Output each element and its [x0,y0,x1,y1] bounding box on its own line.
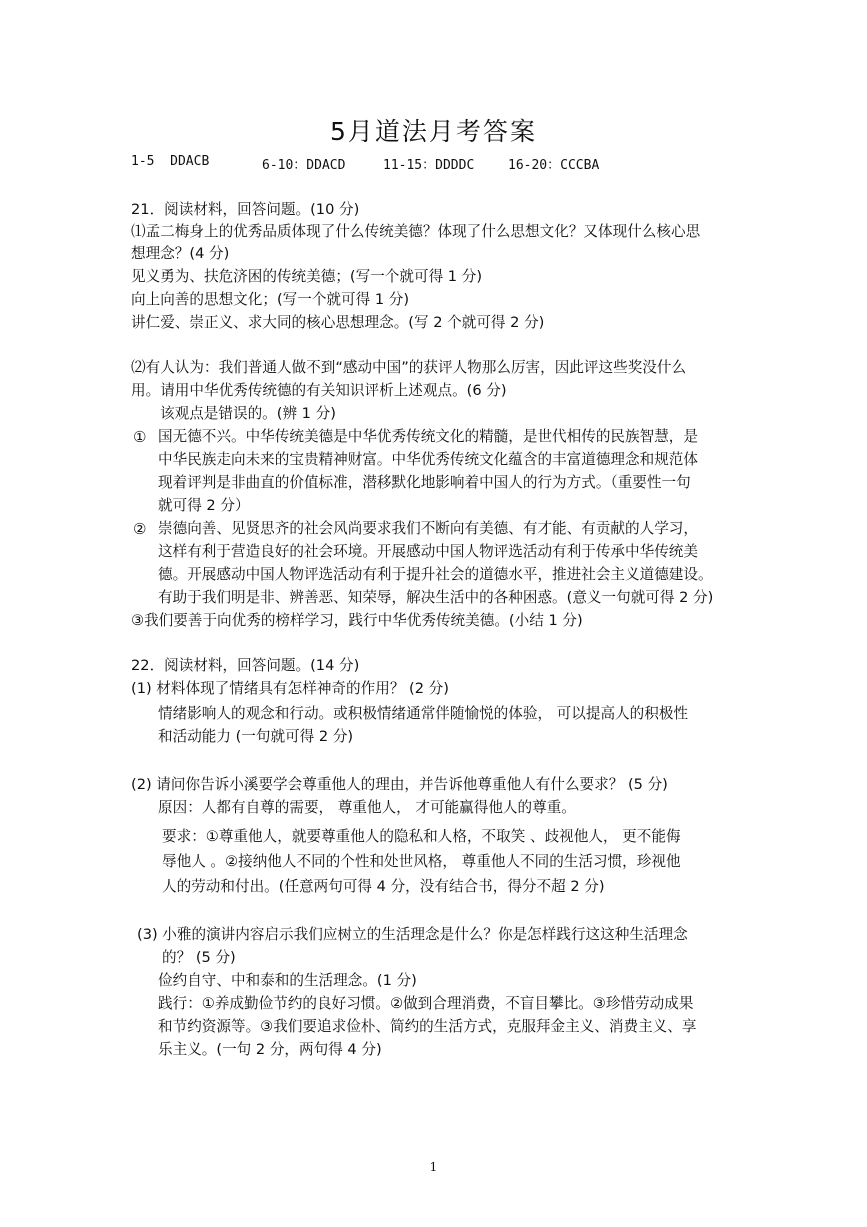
q21-part2-point1: 现着评判是非曲直的价值标准，潜移默化地影响着中国人的行为方式。（重要性一句 [158,474,691,491]
q21-part2-point2: 有助于我们明是非、辨善恶、知荣辱，解决生活中的各种困惑。(意义一句就可得 2 分) [158,589,714,606]
list-marker: ① [133,428,147,446]
q22-part3-answer: 和节约资源等。③我们要追求俭朴、简约的生活方式，克服拜金主义、消费主义、享 [158,1018,697,1035]
q22-part1-question: (1) 材料体现了情绪具有怎样神奇的作用？ (2 分) [131,680,449,697]
q21-part2-point3: ③我们要善于向优秀的榜样学习，践行中华优秀传统美德。(小结 1 分) [131,612,583,629]
page-number: 1 [429,1160,438,1174]
q22-part1-answer: 情绪影响人的观念和行动。或积极情绪通常伴随愉悦的体验， 可以提高人的积极性 [158,705,689,722]
q22-part3-answer: 俭约自守、中和泰和的生活理念。(1 分) [158,972,417,989]
page-title: 5月道法月考答案 [330,117,537,146]
answers-11-15: 11-15：DDDDC [383,158,475,173]
list-marker: ② [133,520,147,538]
q22-part3-question: (3) 小雅的演讲内容启示我们应树立的生活理念是什么？你是怎样践行这这种生活理念 [137,926,688,943]
q21-part2-point1: 就可得 2 分） [158,497,250,514]
q21-part1-question: 想理念？(4 分) [131,245,230,262]
q21-part2-question: ⑵有人认为：我们普通人做不到“感动中国”的获评人物那么厉害，因此评这些奖没什么 [131,359,687,376]
q21-part1-question: ⑴孟二梅身上的优秀品质体现了什么传统美德？体现了什么思想文化？又体现什么核心思 [131,223,701,240]
q22-part2-question: (2) 请问你告诉小溪要学会尊重他人的理由，并告诉他尊重他人有什么要求？ (5 分) [131,776,668,793]
q22-part3-answer: 乐主义。(一句 2 分，两句得 4 分) [158,1041,382,1058]
q22-heading: 22．阅读材料，回答问题。(14 分) [131,657,360,674]
q21-part2-point2: 这样有利于营造良好的社会环境。开展感动中国人物评选活动有利于传承中华传统美 [158,543,698,560]
q21-part2-point2: 崇德向善、见贤思齐的社会风尚要求我们不断向有美德、有才能、有贡献的人学习， [158,520,698,537]
q21-heading: 21．阅读材料，回答问题。(10 分) [131,201,360,218]
q22-part3-answer: 践行：①养成勤俭节约的良好习惯。②做到合理消费，不盲目攀比。③珍惜劳动成果 [158,995,694,1012]
answers-6-10: 6-10：DDACD [262,158,346,173]
q21-part2-point1: 国无德不兴。中华传统美德是中华优秀传统文化的精髓，是世代相传的民族智慧，是 [158,428,698,445]
q22-part2-requirement: 要求：①尊重他人，就要尊重他人的隐私和人格，不取笑 、歧视他人， 更不能侮 [162,828,681,845]
answers-16-20: 16-20：CCCBA [508,158,600,173]
q22-part3-question: 的？ (5 分) [162,949,236,966]
q22-part2-requirement: 辱他人 。②接纳他人不同的个性和处世风格， 尊重他人不同的生活习惯，珍视他 [162,853,681,870]
q21-part1-answer: 向上向善的思想文化；(写一个就可得 1 分) [131,291,410,308]
q21-part2-judgement: 该观点是错误的。(辨 1 分) [160,405,336,422]
answers-1-5: 1-5 DDACB [131,154,210,169]
q22-part1-answer: 和活动能力 (一句就可得 2 分) [158,728,354,745]
q21-part1-answer: 讲仁爱、崇正义、求大同的核心思想理念。(写 2 个就可得 2 分) [131,314,545,331]
q22-part2-reason: 原因：人都有自尊的需要， 尊重他人， 才可能赢得他人的尊重。 [158,799,576,816]
q21-part1-answer: 见义勇为、扶危济困的传统美德；(写一个就可得 1 分) [131,268,483,285]
q21-part2-point1: 中华民族走向未来的宝贵精神财富。中华优秀传统文化蕴含的丰富道德理念和规范体 [158,451,698,468]
q21-part2-point2: 德。开展感动中国人物评选活动有利于提升社会的道德水平，推进社会主义道德建设。 [158,566,713,583]
q22-part2-requirement: 人的劳动和付出。(任意两句可得 4 分，没有结合书，得分不超 2 分) [162,878,605,895]
q21-part2-question: 用。请用中华优秀传统德的有关知识评析上述观点。(6 分) [131,382,507,399]
